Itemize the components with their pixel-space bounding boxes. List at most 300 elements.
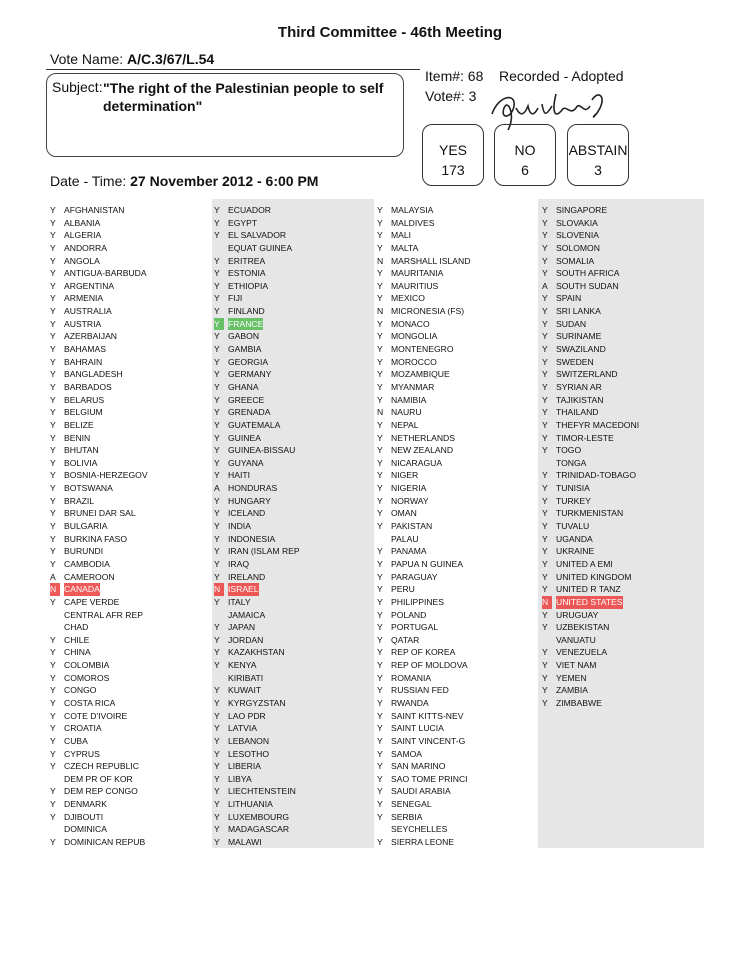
country-name: CHAD xyxy=(64,622,89,633)
country-name: SRI LANKA xyxy=(556,306,601,317)
vote-value: Y xyxy=(542,230,548,241)
vote-value: Y xyxy=(214,381,220,392)
country-name: BRAZIL xyxy=(64,495,95,506)
country-name: LIBYA xyxy=(228,773,252,784)
country-name: LITHUANIA xyxy=(228,799,273,810)
vote-value: Y xyxy=(377,356,383,367)
country-name: UNITED A EMI xyxy=(556,558,613,569)
country-name: HONDURAS xyxy=(228,483,278,494)
vote-value: Y xyxy=(377,318,383,329)
abstain-label: ABSTAIN xyxy=(568,142,628,158)
vote-value: Y xyxy=(542,306,548,317)
country-name: BULGARIA xyxy=(64,521,108,532)
country-name: JAMAICA xyxy=(228,609,266,620)
vote-value: Y xyxy=(542,381,548,392)
vote-value: Y xyxy=(377,432,383,443)
vote-value: Y xyxy=(377,483,383,494)
country-name: DOMINICA xyxy=(64,824,107,835)
country-name: INDONESIA xyxy=(228,533,276,544)
country-name: CANADA xyxy=(64,584,100,595)
country-name: BENIN xyxy=(64,432,91,443)
country-name: LIBERIA xyxy=(228,761,261,772)
country-name: BAHAMAS xyxy=(64,344,107,355)
country-name: TURKMENISTAN xyxy=(556,508,624,519)
vote-value: Y xyxy=(50,356,56,367)
country-name: MONACO xyxy=(391,318,430,329)
country-name: SOUTH SUDAN xyxy=(556,280,619,291)
yes-count-box xyxy=(422,124,484,186)
country-name: ROMANIA xyxy=(391,672,432,683)
vote-value: Y xyxy=(377,761,383,772)
country-name: NORWAY xyxy=(391,495,429,506)
country-name: ANDORRA xyxy=(64,242,107,253)
vote-value: Y xyxy=(214,521,220,532)
country-name: PALAU xyxy=(391,533,419,544)
vote-value: Y xyxy=(377,710,383,721)
meeting-title: Third Committee - 46th Meeting xyxy=(277,24,503,41)
country-name: REP OF MOLDOVA xyxy=(391,660,468,671)
country-name: LATVIA xyxy=(228,723,257,734)
country-name: MALDIVES xyxy=(391,217,435,228)
vote-value: Y xyxy=(50,318,56,329)
country-name: KYRGYZSTAN xyxy=(228,697,286,708)
country-name: LIECHTENSTEIN xyxy=(228,786,296,797)
vote-value: Y xyxy=(50,837,56,848)
vote-value: Y xyxy=(214,255,220,266)
vote-value: Y xyxy=(214,723,220,734)
country-name: MEXICO xyxy=(391,293,425,304)
vote-name-value: A/C.3/67/L.54 xyxy=(127,51,215,67)
vote-value: Y xyxy=(542,242,548,253)
country-name: BELGIUM xyxy=(64,407,103,418)
country-name: CENTRAL AFR REP xyxy=(64,609,143,620)
subject-text: "The right of the Palestinian people to self determination" xyxy=(103,80,384,114)
vote-value: Y xyxy=(542,470,548,481)
country-name: BRUNEI DAR SAL xyxy=(64,508,136,519)
vote-value: Y xyxy=(50,508,56,519)
vote-value: Y xyxy=(377,293,383,304)
vote-value: Y xyxy=(214,280,220,291)
vote-value: Y xyxy=(542,622,548,633)
country-name: UNITED KINGDOM xyxy=(556,571,632,582)
country-name: HAITI xyxy=(228,470,250,481)
vote-value: Y xyxy=(50,306,56,317)
country-name: BAHRAIN xyxy=(64,356,103,367)
country-name: RUSSIAN FED xyxy=(391,685,449,696)
country-name: VIET NAM xyxy=(556,660,597,671)
country-name: BANGLADESH xyxy=(64,369,123,380)
vote-value: Y xyxy=(542,293,548,304)
vote-value: Y xyxy=(542,546,548,557)
vote-value: Y xyxy=(214,837,220,848)
vote-value: Y xyxy=(50,596,56,607)
vote-value: Y xyxy=(214,735,220,746)
vote-value: Y xyxy=(50,331,56,342)
country-name: ARGENTINA xyxy=(64,280,115,291)
country-name: EGYPT xyxy=(228,217,258,228)
country-name: CAMEROON xyxy=(64,571,115,582)
vote-value: Y xyxy=(214,394,220,405)
vote-value: Y xyxy=(214,571,220,582)
vote-value: Y xyxy=(377,470,383,481)
country-name: THEFYR MACEDONI xyxy=(556,419,640,430)
vote-value: Y xyxy=(377,268,383,279)
country-name: GERMANY xyxy=(228,369,272,380)
vote-value: Y xyxy=(50,697,56,708)
vote-value: Y xyxy=(50,419,56,430)
vote-value: Y xyxy=(214,748,220,759)
country-name: ANTIGUA-BARBUDA xyxy=(64,268,147,279)
country-name: DEM PR OF KOR xyxy=(64,773,133,784)
vote-value: Y xyxy=(214,799,220,810)
vote-value: Y xyxy=(542,609,548,620)
country-name: ECUADOR xyxy=(228,205,271,215)
country-name: IRAQ xyxy=(228,558,250,569)
country-name: MARSHALL ISLAND xyxy=(391,255,471,266)
country-name: SWITZERLAND xyxy=(556,369,618,380)
vote-value: Y xyxy=(542,344,548,355)
vote-value: Y xyxy=(542,318,548,329)
vote-value: Y xyxy=(377,596,383,607)
subject-label: Subject: xyxy=(52,79,103,95)
country-name: CHINA xyxy=(64,647,91,658)
vote-value: Y xyxy=(50,381,56,392)
country-name: FIJI xyxy=(228,293,243,304)
country-name: CROATIA xyxy=(64,723,102,734)
no-label: NO xyxy=(514,142,536,158)
country-name: MALAYSIA xyxy=(391,205,434,215)
vote-value: Y xyxy=(377,217,383,228)
vote-value: Y xyxy=(377,647,383,658)
country-name: UKRAINE xyxy=(556,546,595,557)
vote-value: Y xyxy=(50,293,56,304)
country-name: SOUTH AFRICA xyxy=(556,268,620,279)
vote-name-underline xyxy=(46,69,420,70)
country-name: MYANMAR xyxy=(391,381,435,392)
vote-value: Y xyxy=(377,381,383,392)
vote-value: Y xyxy=(542,419,548,430)
vote-value: Y xyxy=(542,508,548,519)
yes-count: 173 xyxy=(441,162,465,178)
vote-value: Y xyxy=(50,445,56,456)
vote-value: Y xyxy=(50,432,56,443)
country-name: TURKEY xyxy=(556,495,591,506)
vote-value: Y xyxy=(377,748,383,759)
vote-value: Y xyxy=(50,230,56,241)
country-name: JAPAN xyxy=(228,622,256,633)
country-name: SAN MARINO xyxy=(391,761,446,772)
vote-value: Y xyxy=(50,647,56,658)
vote-value: Y xyxy=(214,293,220,304)
vote-value: Y xyxy=(377,344,383,355)
country-name: PORTUGAL xyxy=(391,622,439,633)
vote-value: Y xyxy=(214,596,220,607)
country-name: GRENADA xyxy=(228,407,271,418)
abstain-count-box xyxy=(567,124,629,186)
country-name: REP OF KOREA xyxy=(391,647,456,658)
vote-value: Y xyxy=(50,407,56,418)
country-name: ITALY xyxy=(228,596,251,607)
country-name: SERBIA xyxy=(391,811,423,822)
vote-status: Recorded - Adopted xyxy=(499,68,624,84)
country-name: AZERBAIJAN xyxy=(64,331,118,342)
vote-value: Y xyxy=(542,685,548,696)
country-name: YEMEN xyxy=(556,672,587,683)
country-name: KAZAKHSTAN xyxy=(228,647,285,658)
country-name: ARMENIA xyxy=(64,293,104,304)
country-name: ZIMBABWE xyxy=(556,697,602,708)
country-name: THAILAND xyxy=(556,407,599,418)
vote-value: Y xyxy=(214,344,220,355)
country-name: SEYCHELLES xyxy=(391,824,448,835)
country-name: CAPE VERDE xyxy=(64,596,120,607)
country-name: CUBA xyxy=(64,735,88,746)
vote-value: Y xyxy=(377,723,383,734)
country-name: MALAWI xyxy=(228,837,262,848)
country-name: BURKINA FASO xyxy=(64,533,128,544)
country-name: URUGUAY xyxy=(556,609,599,620)
country-name: ANGOLA xyxy=(64,255,100,266)
vote-value: Y xyxy=(214,685,220,696)
country-name: COMOROS xyxy=(64,672,110,683)
no-count-box xyxy=(494,124,556,186)
country-name: SOMALIA xyxy=(556,255,595,266)
country-name: MONGOLIA xyxy=(391,331,438,342)
country-name: UNITED STATES xyxy=(556,596,623,607)
vote-value: Y xyxy=(377,508,383,519)
country-name: BELIZE xyxy=(64,419,94,430)
vote-value: Y xyxy=(50,811,56,822)
vote-value: Y xyxy=(377,634,383,645)
country-name: SINGAPORE xyxy=(556,205,608,215)
vote-value: Y xyxy=(377,672,383,683)
vote-value: Y xyxy=(377,811,383,822)
country-name: SIERRA LEONE xyxy=(391,837,455,848)
country-name: TIMOR-LESTE xyxy=(556,432,614,443)
vote-value: N xyxy=(542,596,552,609)
vote-value: Y xyxy=(50,748,56,759)
country-name: GUINEA xyxy=(228,432,261,443)
vote-value: Y xyxy=(214,622,220,633)
vote-value: Y xyxy=(214,546,220,557)
country-name: GHANA xyxy=(228,381,259,392)
country-name: ISRAEL xyxy=(228,584,259,595)
vote-value: Y xyxy=(542,495,548,506)
vote-value: Y xyxy=(542,647,548,658)
vote-value: Y xyxy=(50,369,56,380)
country-name: COLOMBIA xyxy=(64,660,110,671)
country-name: NETHERLANDS xyxy=(391,432,455,443)
vote-value: Y xyxy=(50,546,56,557)
vote-value: Y xyxy=(542,558,548,569)
country-name: QATAR xyxy=(391,634,420,645)
vote-value: Y xyxy=(214,445,220,456)
vote-value: Y xyxy=(377,495,383,506)
country-name: COTE D'IVOIRE xyxy=(64,710,128,721)
vote-value: Y xyxy=(50,660,56,671)
vote-value: Y xyxy=(214,824,220,835)
country-name: CAMBODIA xyxy=(64,558,110,569)
vote-value: N xyxy=(377,407,384,418)
vote-value: Y xyxy=(542,255,548,266)
vote-name xyxy=(50,51,214,67)
vote-value: Y xyxy=(377,242,383,253)
vote-value: Y xyxy=(214,306,220,317)
country-name: MALI xyxy=(391,230,412,241)
country-name: SYRIAN AR xyxy=(556,381,602,392)
country-name: TRINIDAD-TOBAGO xyxy=(556,470,637,481)
country-name: SLOVAKIA xyxy=(556,217,598,228)
country-name: MAURITANIA xyxy=(391,268,444,279)
vote-value: Y xyxy=(50,799,56,810)
country-name: SAINT KITTS-NEV xyxy=(391,710,464,721)
vote-value: Y xyxy=(214,419,220,430)
country-name: BARBADOS xyxy=(64,381,112,392)
vote-value: Y xyxy=(377,280,383,291)
vote-value: Y xyxy=(50,786,56,797)
country-name: SLOVENIA xyxy=(556,230,599,241)
vote-value: Y xyxy=(542,432,548,443)
country-name: EQUAT GUINEA xyxy=(228,242,293,253)
vote-value: Y xyxy=(214,710,220,721)
country-name: GAMBIA xyxy=(228,344,262,355)
vote-value: Y xyxy=(377,660,383,671)
country-name: POLAND xyxy=(391,609,427,620)
vote-value: Y xyxy=(50,685,56,696)
vote-value: Y xyxy=(377,735,383,746)
vote-value: Y xyxy=(377,609,383,620)
vote-value: Y xyxy=(214,318,224,331)
country-name: SAINT VINCENT-G xyxy=(391,735,466,746)
country-name: NAURU xyxy=(391,407,422,418)
country-name: PANAMA xyxy=(391,546,427,557)
country-name: MOZAMBIQUE xyxy=(391,369,450,380)
country-name: ZAMBIA xyxy=(556,685,588,696)
vote-value: Y xyxy=(214,230,220,241)
country-name: MONTENEGRO xyxy=(391,344,454,355)
item-number: Item#: 68 xyxy=(425,68,484,84)
vote-number: Vote#: 3 xyxy=(425,88,477,104)
country-name: DEM REP CONGO xyxy=(64,786,138,797)
vote-value: Y xyxy=(50,761,56,772)
vote-value: Y xyxy=(50,533,56,544)
vote-value: Y xyxy=(214,761,220,772)
country-name: INDIA xyxy=(228,521,251,532)
country-name: GUINEA-BISSAU xyxy=(228,445,296,456)
country-name: IRAN (ISLAM REP xyxy=(228,546,300,557)
vote-value: Y xyxy=(377,230,383,241)
country-name: FINLAND xyxy=(228,306,265,317)
vote-value: Y xyxy=(377,445,383,456)
country-name: SAMOA xyxy=(391,748,423,759)
vote-value: Y xyxy=(214,331,220,342)
vote-value: Y xyxy=(377,584,383,595)
country-name: SAO TOME PRINCI xyxy=(391,773,468,784)
vote-value: Y xyxy=(542,672,548,683)
no-count: 6 xyxy=(521,162,529,178)
vote-value: Y xyxy=(377,622,383,633)
vote-value: Y xyxy=(50,470,56,481)
vote-value: Y xyxy=(50,255,56,266)
vote-value: Y xyxy=(542,533,548,544)
vote-value: Y xyxy=(377,558,383,569)
country-name: TUNISIA xyxy=(556,483,590,494)
vote-value: Y xyxy=(50,205,56,215)
vote-value: Y xyxy=(377,773,383,784)
vote-value: Y xyxy=(214,356,220,367)
vote-value: Y xyxy=(214,217,220,228)
country-name: MADAGASCAR xyxy=(228,824,290,835)
vote-value: Y xyxy=(50,217,56,228)
country-name: AFGHANISTAN xyxy=(64,205,125,215)
country-name: SAUDI ARABIA xyxy=(391,786,451,797)
vote-value: Y xyxy=(542,356,548,367)
country-name: TUVALU xyxy=(556,521,590,532)
vote-value: Y xyxy=(50,634,56,645)
vote-value: Y xyxy=(377,331,383,342)
country-name: LUXEMBOURG xyxy=(228,811,290,822)
country-name: SUDAN xyxy=(556,318,587,329)
vote-value: Y xyxy=(542,697,548,708)
country-name: KIRIBATI xyxy=(228,672,264,683)
date-time-label: Date - Time: xyxy=(50,173,127,189)
vote-value: Y xyxy=(377,571,383,582)
vote-value: Y xyxy=(50,521,56,532)
vote-value: Y xyxy=(50,735,56,746)
country-name: ETHIOPIA xyxy=(228,280,269,291)
country-name: TONGA xyxy=(556,457,587,468)
vote-value: Y xyxy=(214,470,220,481)
country-name: VANUATU xyxy=(556,634,596,645)
country-name: LESOTHO xyxy=(228,748,270,759)
vote-value: Y xyxy=(542,584,548,595)
vote-value: Y xyxy=(542,331,548,342)
country-name: SAINT LUCIA xyxy=(391,723,444,734)
vote-value: Y xyxy=(214,558,220,569)
country-name: BELARUS xyxy=(64,394,105,405)
vote-value: Y xyxy=(377,521,383,532)
country-name: KUWAIT xyxy=(228,685,262,696)
vote-value: Y xyxy=(214,407,220,418)
country-name: NAMIBIA xyxy=(391,394,427,405)
vote-value: Y xyxy=(542,571,548,582)
vote-value: Y xyxy=(50,672,56,683)
country-name: GREECE xyxy=(228,394,265,405)
vote-value: Y xyxy=(214,660,220,671)
country-name: UNITED R TANZ xyxy=(556,584,621,595)
vote-value: Y xyxy=(214,369,220,380)
vote-value: Y xyxy=(377,419,383,430)
country-name: LEBANON xyxy=(228,735,270,746)
country-name: SOLOMON xyxy=(556,242,600,253)
vote-value: A xyxy=(542,280,548,291)
country-name: PARAGUAY xyxy=(391,571,438,582)
country-name: NIGER xyxy=(391,470,419,481)
country-name: ESTONIA xyxy=(228,268,266,279)
country-name: ERITREA xyxy=(228,255,266,266)
vote-value: Y xyxy=(377,394,383,405)
vote-value: Y xyxy=(214,268,220,279)
vote-value: Y xyxy=(214,697,220,708)
vote-value: Y xyxy=(377,837,383,848)
country-name: RWANDA xyxy=(391,697,429,708)
vote-value: Y xyxy=(542,369,548,380)
vote-value: Y xyxy=(214,205,220,215)
country-name: MALTA xyxy=(391,242,419,253)
yes-label: YES xyxy=(438,142,467,158)
vote-value: Y xyxy=(377,786,383,797)
country-name: BHUTAN xyxy=(64,445,99,456)
